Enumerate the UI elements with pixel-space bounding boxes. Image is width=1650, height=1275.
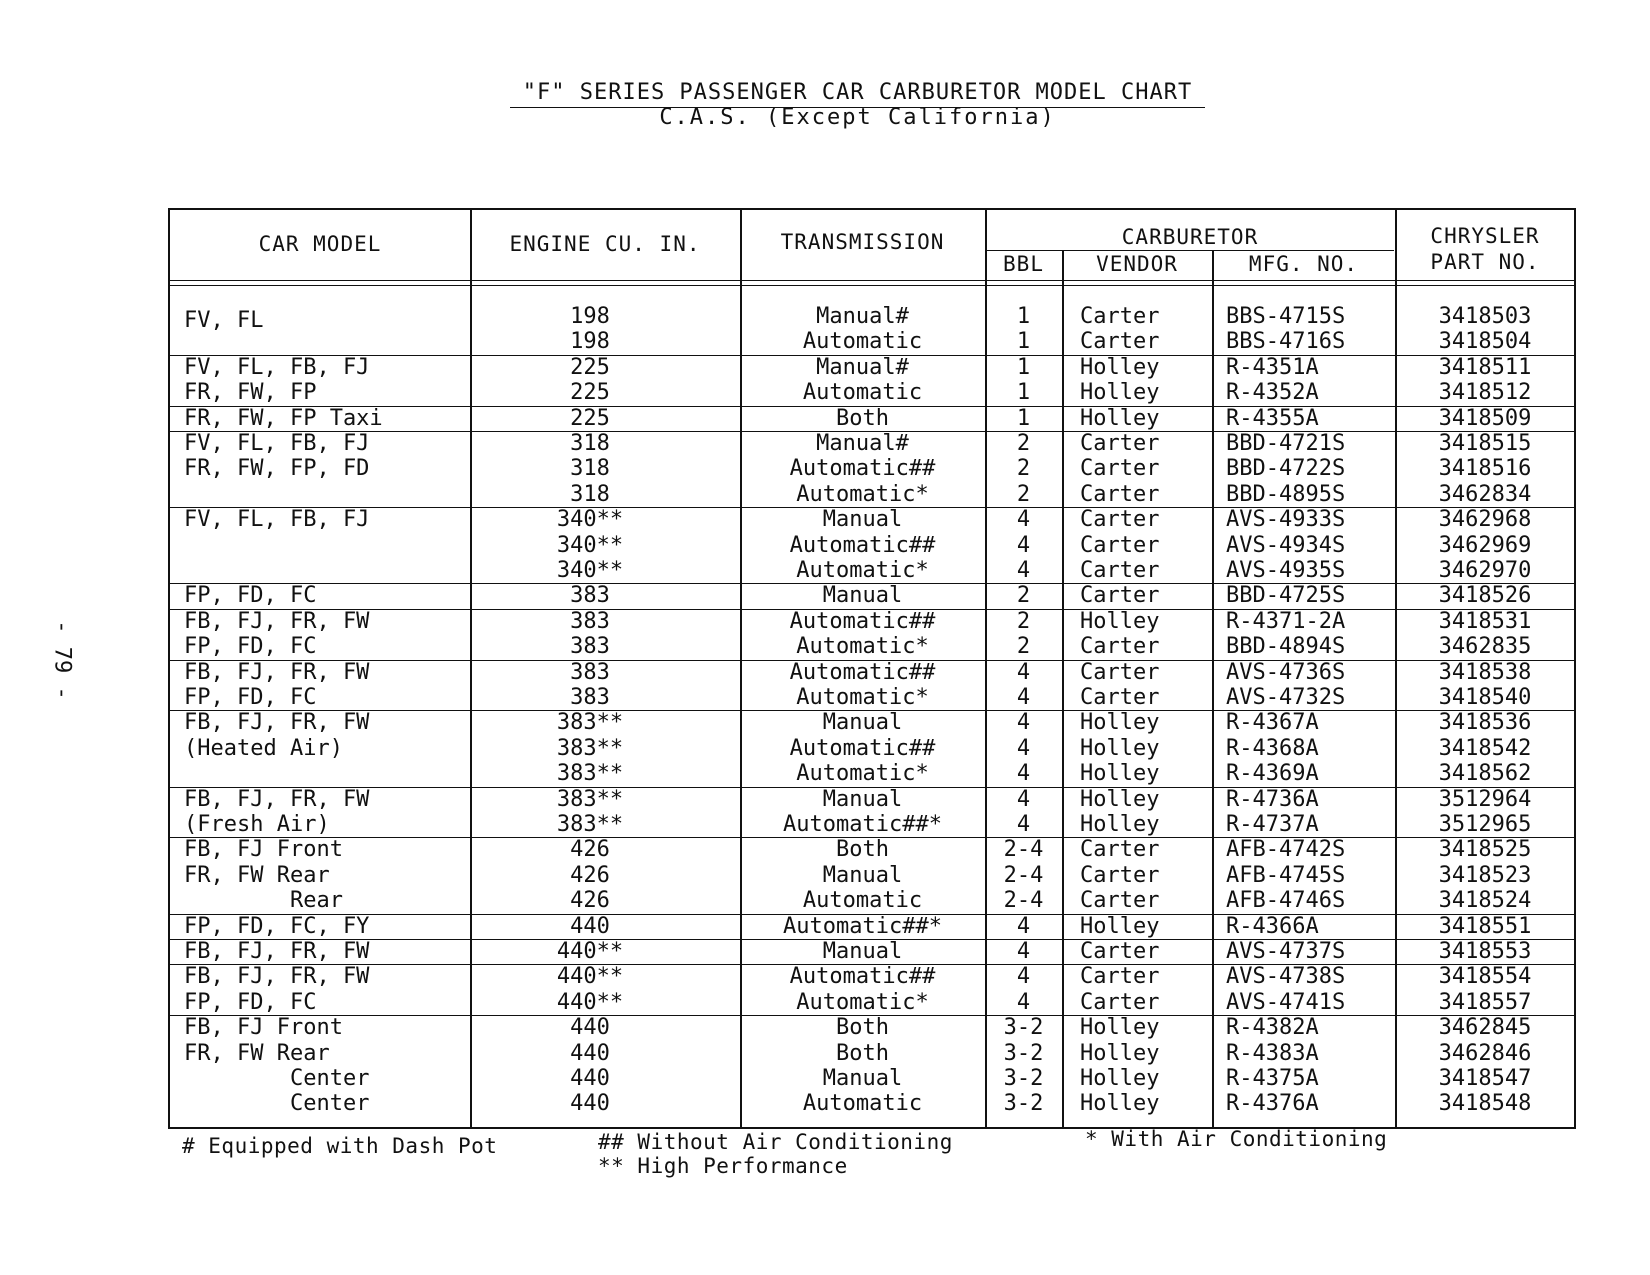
- cell-transmission: Automatic: [802, 888, 923, 914]
- cell-transmission: Automatic: [802, 380, 923, 406]
- carburetor-table: [168, 208, 1576, 1129]
- cell-transmission: Automatic: [802, 329, 923, 355]
- cell-bbl: 2-4: [1003, 862, 1044, 888]
- cell-car-model: (Fresh Air): [184, 812, 330, 837]
- cell-engine: 383**: [556, 761, 624, 787]
- cell-part-no: 3462970: [1438, 558, 1532, 583]
- cell-vendor: Holley: [1080, 761, 1160, 787]
- cell-car-model: FB, FJ, FR, FW: [184, 786, 370, 812]
- cell-mfg-no: R-4368A: [1226, 735, 1319, 761]
- cell-engine: 340**: [556, 532, 624, 558]
- cell-transmission: Automatic*: [796, 481, 929, 507]
- cell-bbl: 2: [1016, 431, 1031, 456]
- cell-bbl: 4: [1016, 989, 1031, 1015]
- cell-mfg-no: BBD-4722S: [1226, 456, 1346, 482]
- cell-part-no: 3418515: [1438, 431, 1532, 456]
- header-part-no: PART NO.: [1430, 250, 1540, 274]
- cell-transmission: Manual#: [816, 431, 909, 456]
- cell-vendor: Carter: [1080, 558, 1160, 583]
- cell-vendor: Carter: [1080, 304, 1160, 329]
- cell-vendor: Carter: [1080, 659, 1160, 685]
- cell-car-model: Center: [290, 1091, 370, 1117]
- cell-engine: 198: [570, 329, 610, 355]
- cell-bbl: 1: [1016, 304, 1031, 329]
- page-subtitle: C.A.S. (Except California): [659, 105, 1056, 130]
- cell-mfg-no: R-4367A: [1226, 710, 1319, 736]
- cell-car-model: (Heated Air): [184, 735, 343, 761]
- cell-car-model: FR, FW, FP, FD: [184, 456, 370, 482]
- cell-car-model: FP, FD, FC: [184, 634, 317, 660]
- cell-car-model: FB, FJ, FR, FW: [184, 964, 370, 990]
- cell-transmission: Manual: [822, 786, 903, 812]
- column-divider: [1212, 250, 1214, 1127]
- cell-mfg-no: AVS-4737S: [1226, 939, 1346, 964]
- cell-bbl: 2-4: [1003, 837, 1044, 863]
- cell-vendor: Carter: [1080, 583, 1160, 609]
- header-car-model: CAR MODEL: [258, 232, 382, 256]
- cell-transmission: Automatic##: [789, 735, 936, 761]
- cell-part-no: 3418538: [1438, 659, 1532, 685]
- cell-vendor: Holley: [1080, 786, 1160, 812]
- cell-engine: 383: [570, 634, 610, 660]
- cell-engine: 383**: [556, 812, 624, 837]
- cell-mfg-no: R-4369A: [1226, 761, 1319, 787]
- cell-transmission: Automatic*: [796, 685, 929, 710]
- cell-engine: 225: [570, 354, 610, 380]
- cell-mfg-no: BBD-4894S: [1226, 634, 1346, 660]
- cell-engine: 340**: [556, 558, 624, 583]
- cell-engine: 440: [570, 1015, 610, 1041]
- cell-vendor: Carter: [1080, 481, 1160, 507]
- cell-vendor: Holley: [1080, 1066, 1160, 1091]
- cell-engine: 383**: [556, 735, 624, 761]
- cell-vendor: Carter: [1080, 939, 1160, 964]
- cell-transmission: Automatic*: [796, 761, 929, 787]
- cell-vendor: Carter: [1080, 634, 1160, 660]
- cell-bbl: 1: [1016, 354, 1031, 380]
- cell-part-no: 3418511: [1438, 354, 1532, 380]
- cell-mfg-no: AFB-4742S: [1226, 837, 1346, 863]
- cell-vendor: Carter: [1080, 431, 1160, 456]
- cell-vendor: Carter: [1080, 964, 1160, 990]
- cell-mfg-no: R-4736A: [1226, 786, 1319, 812]
- cell-car-model: FP, FD, FC: [184, 989, 317, 1015]
- cell-part-no: 3418504: [1438, 329, 1532, 355]
- cell-vendor: Holley: [1080, 608, 1160, 634]
- column-divider: [1062, 250, 1064, 1127]
- cell-engine: 440: [570, 913, 610, 939]
- cell-engine: 440**: [556, 964, 624, 990]
- cell-transmission: Both: [836, 1040, 889, 1066]
- cell-vendor: Holley: [1080, 1015, 1160, 1041]
- cell-transmission: Automatic*: [796, 558, 929, 583]
- cell-mfg-no: R-4371-2A: [1226, 608, 1346, 634]
- cell-part-no: 3418516: [1438, 456, 1532, 482]
- cell-engine: 426: [570, 862, 610, 888]
- cell-part-no: 3418548: [1438, 1091, 1532, 1117]
- cell-transmission: Automatic: [802, 1091, 923, 1117]
- cell-mfg-no: R-4351A: [1226, 354, 1319, 380]
- cell-mfg-no: AVS-4934S: [1226, 532, 1346, 558]
- cell-transmission: Automatic##*: [783, 913, 942, 939]
- cell-bbl: 4: [1016, 659, 1031, 685]
- cell-bbl: 4: [1016, 558, 1031, 583]
- header-transmission: TRANSMISSION: [780, 230, 945, 254]
- cell-transmission: Automatic##*: [783, 812, 942, 837]
- cell-part-no: 3462834: [1438, 481, 1532, 507]
- cell-engine: 440**: [556, 939, 624, 964]
- cell-mfg-no: R-4352A: [1226, 380, 1319, 406]
- cell-car-model: FV, FL, FB, FJ: [184, 354, 370, 380]
- cell-car-model: FP, FD, FC: [184, 583, 317, 609]
- cell-car-model: Rear: [290, 888, 343, 914]
- cell-vendor: Holley: [1080, 354, 1160, 380]
- cell-part-no: 3418553: [1438, 939, 1532, 964]
- cell-bbl: 3-2: [1003, 1015, 1044, 1041]
- header-bbl: BBL: [1003, 252, 1044, 276]
- cell-part-no: 3418554: [1438, 964, 1532, 990]
- cell-engine: 383**: [556, 786, 624, 812]
- cell-part-no: 3418547: [1438, 1066, 1532, 1091]
- cell-mfg-no: BBS-4716S: [1226, 329, 1346, 355]
- cell-transmission: Automatic##: [789, 532, 936, 558]
- cell-transmission: Manual: [822, 1066, 903, 1091]
- header-mfg-no: MFG. NO.: [1248, 252, 1359, 276]
- cell-car-model: FP, FD, FC: [184, 685, 317, 710]
- cell-car-model: FB, FJ Front: [184, 837, 343, 863]
- cell-vendor: Holley: [1080, 380, 1160, 406]
- cell-transmission: Automatic##: [789, 659, 936, 685]
- cell-mfg-no: AVS-4736S: [1226, 659, 1346, 685]
- cell-bbl: 4: [1016, 913, 1031, 939]
- cell-transmission: Automatic##: [789, 456, 936, 482]
- cell-transmission: Both: [836, 837, 889, 863]
- cell-transmission: Manual: [822, 507, 903, 533]
- cell-mfg-no: R-4376A: [1226, 1091, 1319, 1117]
- cell-vendor: Holley: [1080, 1040, 1160, 1066]
- note-without-ac: ## Without Air Conditioning: [598, 1130, 953, 1154]
- cell-transmission: Manual: [822, 583, 903, 609]
- cell-engine: 225: [570, 405, 610, 431]
- header-chrysler: CHRYSLER: [1430, 224, 1540, 248]
- cell-part-no: 3418509: [1438, 405, 1532, 431]
- cell-bbl: 2: [1016, 481, 1031, 507]
- cell-engine: 318: [570, 456, 610, 482]
- cell-mfg-no: R-4737A: [1226, 812, 1319, 837]
- cell-mfg-no: R-4375A: [1226, 1066, 1319, 1091]
- cell-transmission: Manual: [822, 939, 903, 964]
- cell-vendor: Carter: [1080, 456, 1160, 482]
- cell-vendor: Carter: [1080, 507, 1160, 533]
- cell-engine: 383: [570, 659, 610, 685]
- model-first-group: FV, FL: [184, 308, 264, 333]
- cell-engine: 383: [570, 608, 610, 634]
- cell-bbl: 3-2: [1003, 1091, 1044, 1117]
- cell-transmission: Automatic*: [796, 634, 929, 660]
- cell-bbl: 4: [1016, 507, 1031, 533]
- note-dash-pot: # Equipped with Dash Pot: [182, 1134, 498, 1158]
- cell-vendor: Holley: [1080, 405, 1160, 431]
- page-number: - 79 -: [49, 620, 75, 700]
- header-carburetor: CARBURETOR: [1121, 225, 1259, 249]
- cell-mfg-no: AVS-4738S: [1226, 964, 1346, 990]
- cell-bbl: 4: [1016, 710, 1031, 736]
- cell-bbl: 4: [1016, 685, 1031, 710]
- cell-part-no: 3462968: [1438, 507, 1532, 533]
- cell-mfg-no: BBD-4725S: [1226, 583, 1346, 609]
- cell-part-no: 3462845: [1438, 1015, 1532, 1041]
- cell-bbl: 3-2: [1003, 1040, 1044, 1066]
- cell-transmission: Both: [836, 405, 889, 431]
- cell-vendor: Carter: [1080, 989, 1160, 1015]
- cell-mfg-no: R-4366A: [1226, 913, 1319, 939]
- cell-vendor: Carter: [1080, 837, 1160, 863]
- cell-part-no: 3418526: [1438, 583, 1532, 609]
- cell-part-no: 3418531: [1438, 608, 1532, 634]
- cell-vendor: Holley: [1080, 1091, 1160, 1117]
- cell-engine: 340**: [556, 507, 624, 533]
- cell-bbl: 4: [1016, 735, 1031, 761]
- cell-bbl: 4: [1016, 812, 1031, 837]
- cell-part-no: 3418562: [1438, 761, 1532, 787]
- cell-vendor: Holley: [1080, 735, 1160, 761]
- cell-mfg-no: R-4382A: [1226, 1015, 1319, 1041]
- cell-bbl: 2: [1016, 583, 1031, 609]
- cell-bbl: 1: [1016, 405, 1031, 431]
- cell-car-model: FR, FW Rear: [184, 1040, 330, 1066]
- cell-bbl: 2: [1016, 634, 1031, 660]
- cell-part-no: 3512965: [1438, 812, 1532, 837]
- cell-mfg-no: BBS-4715S: [1226, 304, 1346, 329]
- cell-part-no: 3418525: [1438, 837, 1532, 863]
- cell-transmission: Automatic##: [789, 964, 936, 990]
- cell-engine: 440: [570, 1066, 610, 1091]
- page-title: "F" SERIES PASSENGER CAR CARBURETOR MODEL CHART: [510, 80, 1205, 108]
- cell-engine: 440**: [556, 989, 624, 1015]
- cell-vendor: Holley: [1080, 710, 1160, 736]
- cell-bbl: 4: [1016, 532, 1031, 558]
- cell-bbl: 4: [1016, 761, 1031, 787]
- cell-bbl: 4: [1016, 964, 1031, 990]
- cell-part-no: 3512964: [1438, 786, 1532, 812]
- cell-vendor: Carter: [1080, 888, 1160, 914]
- cell-engine: 318: [570, 481, 610, 507]
- cell-bbl: 3-2: [1003, 1066, 1044, 1091]
- cell-mfg-no: AVS-4741S: [1226, 989, 1346, 1015]
- cell-car-model: FB, FJ, FR, FW: [184, 939, 370, 964]
- cell-mfg-no: AVS-4732S: [1226, 685, 1346, 710]
- cell-engine: 440: [570, 1091, 610, 1117]
- header-vendor: VENDOR: [1096, 252, 1178, 276]
- cell-car-model: Center: [290, 1066, 370, 1091]
- cell-bbl: 2: [1016, 608, 1031, 634]
- cell-mfg-no: R-4355A: [1226, 405, 1319, 431]
- cell-part-no: 3462835: [1438, 634, 1532, 660]
- cell-vendor: Carter: [1080, 685, 1160, 710]
- cell-part-no: 3418524: [1438, 888, 1532, 914]
- header-engine: ENGINE CU. IN.: [509, 232, 701, 256]
- cell-part-no: 3418523: [1438, 862, 1532, 888]
- cell-vendor: Carter: [1080, 532, 1160, 558]
- cell-mfg-no: AFB-4745S: [1226, 862, 1346, 888]
- cell-vendor: Holley: [1080, 913, 1160, 939]
- cell-engine: 225: [570, 380, 610, 406]
- cell-mfg-no: AVS-4935S: [1226, 558, 1346, 583]
- cell-part-no: 3418542: [1438, 735, 1532, 761]
- cell-transmission: Manual#: [816, 304, 909, 329]
- cell-bbl: 1: [1016, 329, 1031, 355]
- cell-bbl: 2-4: [1003, 888, 1044, 914]
- cell-part-no: 3418512: [1438, 380, 1532, 406]
- cell-engine: 383: [570, 583, 610, 609]
- cell-mfg-no: AVS-4933S: [1226, 507, 1346, 533]
- cell-part-no: 3418551: [1438, 913, 1532, 939]
- cell-car-model: FR, FW, FP: [184, 380, 317, 406]
- cell-vendor: Carter: [1080, 862, 1160, 888]
- carburetor-subheader-divider: [985, 250, 1394, 251]
- cell-car-model: FV, FL, FB, FJ: [184, 507, 370, 533]
- cell-mfg-no: BBD-4895S: [1226, 481, 1346, 507]
- cell-transmission: Automatic*: [796, 989, 929, 1015]
- cell-bbl: 4: [1016, 786, 1031, 812]
- cell-engine: 318: [570, 431, 610, 456]
- cell-part-no: 3462846: [1438, 1040, 1532, 1066]
- cell-car-model: FR, FW Rear: [184, 862, 330, 888]
- cell-transmission: Automatic##: [789, 608, 936, 634]
- cell-engine: 426: [570, 837, 610, 863]
- cell-engine: 198: [570, 304, 610, 329]
- cell-part-no: 3462969: [1438, 532, 1532, 558]
- cell-transmission: Both: [836, 1015, 889, 1041]
- cell-engine: 426: [570, 888, 610, 914]
- cell-bbl: 4: [1016, 939, 1031, 964]
- cell-transmission: Manual#: [816, 354, 909, 380]
- note-high-performance: ** High Performance: [598, 1154, 848, 1178]
- cell-engine: 383: [570, 685, 610, 710]
- cell-transmission: Manual: [822, 710, 903, 736]
- cell-car-model: FB, FJ, FR, FW: [184, 608, 370, 634]
- cell-bbl: 2: [1016, 456, 1031, 482]
- cell-part-no: 3418540: [1438, 685, 1532, 710]
- cell-car-model: FB, FJ, FR, FW: [184, 710, 370, 736]
- cell-car-model: FB, FJ, FR, FW: [184, 659, 370, 685]
- cell-car-model: FB, FJ Front: [184, 1015, 343, 1041]
- cell-engine: 440: [570, 1040, 610, 1066]
- cell-part-no: 3418503: [1438, 304, 1532, 329]
- cell-vendor: Holley: [1080, 812, 1160, 837]
- cell-car-model: FR, FW, FP Taxi: [184, 405, 383, 431]
- cell-transmission: Manual: [822, 862, 903, 888]
- cell-mfg-no: AFB-4746S: [1226, 888, 1346, 914]
- cell-part-no: 3418557: [1438, 989, 1532, 1015]
- cell-part-no: 3418536: [1438, 710, 1532, 736]
- cell-vendor: Carter: [1080, 329, 1160, 355]
- cell-bbl: 1: [1016, 380, 1031, 406]
- cell-engine: 383**: [556, 710, 624, 736]
- cell-car-model: FP, FD, FC, FY: [184, 913, 370, 939]
- header-divider: [170, 280, 1574, 286]
- cell-mfg-no: R-4383A: [1226, 1040, 1319, 1066]
- cell-car-model: FV, FL, FB, FJ: [184, 431, 370, 456]
- note-with-ac: * With Air Conditioning: [1085, 1127, 1388, 1151]
- cell-mfg-no: BBD-4721S: [1226, 431, 1346, 456]
